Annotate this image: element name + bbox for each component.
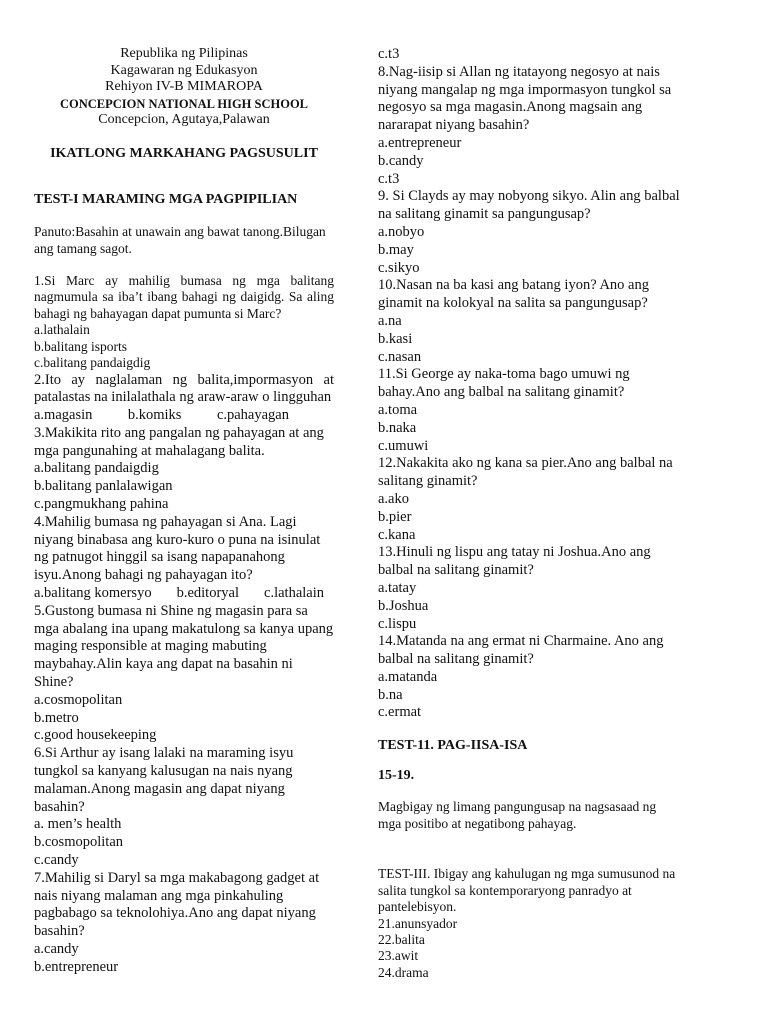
- question-14: [378, 633, 680, 722]
- option-c[interactable]: c.lispu: [378, 615, 417, 632]
- right-column: [378, 46, 680, 981]
- question-4: [34, 514, 334, 603]
- test3-item-21: 21.anunsyador: [378, 915, 458, 931]
- option-a[interactable]: a.entrepreneur: [378, 134, 462, 151]
- question-text: 2.Ito ay naglalaman ng balita,impormasyon at patalastas na inilalathala ng araw-araw o lingguhan: [34, 371, 334, 406]
- header-school: CONCEPCION NATIONAL HIGH SCHOOL: [59, 96, 309, 111]
- option-a[interactable]: a.balitang pandaigdig: [34, 460, 159, 477]
- option-c[interactable]: c.sikyo: [378, 259, 420, 276]
- option-a[interactable]: a.tatay: [378, 579, 417, 596]
- left-column: [34, 46, 334, 977]
- question-text: 9. Si Clayds ay may nobyong sikyo. Alin ang balbal na salitang ginamit sa pangungusap?: [378, 188, 680, 223]
- question-11: [378, 366, 680, 455]
- option-a[interactable]: a.balitang komersyo: [34, 585, 152, 602]
- header-republic: Republika ng Pilipinas: [120, 46, 248, 61]
- option-c[interactable]: c.umuwi: [378, 437, 429, 454]
- test3-instruction: TEST-III. Ibigay ang kahulugan ng mga sumusunod na salita tungkol sa kontemporaryong panradyo at pantelebisyon.: [378, 866, 676, 915]
- option-a[interactable]: a. men’s health: [34, 816, 122, 833]
- options-row: [34, 585, 324, 603]
- option-c[interactable]: c.pahayagan: [216, 407, 289, 424]
- test3-section: [378, 866, 680, 981]
- question-text: 8.Nag-iisip si Allan ng itatayong negosyo at nais niyang mangalap ng mga impormasyon tungkol sa negosyo sa mga magasin.Anong magsain ang nararapat niyang basahin?: [378, 63, 672, 134]
- test2-range: 15-19.: [378, 768, 415, 784]
- option-b[interactable]: b.editoryal: [176, 585, 240, 602]
- question-9: [378, 188, 680, 277]
- question-text: 11.Si George ay naka-toma bago umuwi ng bahay.Ano ang balbal na salitang ginamit?: [378, 366, 630, 401]
- question-text: 10.Nasan na ba kasi ang batang iyon? Ano ang ginamit na kolokyal na salita sa pangungusap?: [378, 277, 649, 312]
- question-text: 7.Mahilig si Daryl sa mga makabagong gadget at nais niyang malaman ang mga pinkahuling pagbabago sa teknolohiya.Ano ang dapat niyang basahin?: [34, 869, 320, 940]
- option-b[interactable]: b.cosmopolitan: [34, 834, 124, 851]
- options-row: [34, 407, 289, 425]
- header-department: Kagawaran ng Edukasyon: [110, 62, 258, 78]
- option-c[interactable]: c.nasan: [378, 348, 422, 365]
- option-b[interactable]: b.candy: [378, 152, 424, 169]
- option-b[interactable]: b.balitang isports: [34, 338, 127, 354]
- header-region: Rehiyon IV-B MIMAROPA: [105, 79, 263, 94]
- option-a[interactable]: a.matanda: [378, 668, 438, 685]
- option-b[interactable]: b.naka: [378, 419, 417, 436]
- question-8: [378, 64, 680, 189]
- question-text: 14.Matanda na ang ermat ni Charmaine. Ano ang balbal na salitang ginamit?: [378, 633, 664, 668]
- option-a[interactable]: a.ako: [378, 490, 409, 507]
- option-a[interactable]: a.toma: [378, 401, 418, 418]
- test1-instruction: Panuto:Basahin at unawain ang bawat tanong.Bilugan ang tamang sagot.: [34, 223, 326, 256]
- test3-item-22: 22.balita: [378, 932, 425, 948]
- option-c[interactable]: c.good housekeeping: [34, 727, 157, 744]
- question-6: [34, 745, 334, 870]
- test3-item-24: 24.drama: [378, 964, 429, 980]
- option-a[interactable]: a.na: [378, 312, 402, 329]
- question-text: 1.Si Marc ay mahilig bumasa ng mga balitang nagmumula sa iba’t ibang bahagi ng daigidg. Sa aling bahagi ng bahayagan dapat pumunta si Marc?: [34, 272, 334, 321]
- option-b[interactable]: b.Joshua: [378, 597, 429, 614]
- question-12: [378, 455, 680, 544]
- option-c[interactable]: c.candy: [34, 852, 79, 869]
- option-a[interactable]: a.cosmopolitan: [34, 691, 123, 708]
- test3-item-23: 23.awit: [378, 948, 419, 964]
- question-5: [34, 603, 334, 745]
- test2-title: TEST-11. PAG-IISA-ISA: [378, 738, 528, 754]
- question-text: 3.Makikita rito ang pangalan ng pahayagan at ang mga pangunahing at mahalagang balita.: [34, 424, 324, 459]
- option-c[interactable]: c.t3: [378, 46, 400, 62]
- question-1: [34, 273, 334, 372]
- option-a[interactable]: a.candy: [34, 941, 79, 957]
- question-3: [34, 425, 334, 514]
- option-b[interactable]: b.komiks: [127, 407, 182, 424]
- document-header: [34, 46, 334, 129]
- option-b[interactable]: b.may: [378, 241, 414, 258]
- option-c[interactable]: c.pangmukhang pahina: [34, 496, 169, 513]
- question-text: 5.Gustong bumasa ni Shine ng magasin para sa mga abalang ina upang makatulong sa kanya upang maging responsible at maging mabuting maybahay.Alin kaya ang dapat na basahin ni Shine?: [34, 602, 334, 691]
- option-a[interactable]: a.lathalain: [34, 322, 90, 337]
- option-a[interactable]: a.magasin: [34, 407, 93, 424]
- question-7: [34, 870, 334, 977]
- option-c[interactable]: c.ermat: [378, 704, 422, 721]
- option-c[interactable]: c.kana: [378, 526, 416, 543]
- question-10: [378, 277, 680, 366]
- question-text: 12.Nakakita ako ng kana sa pier.Ano ang balbal na salitang ginamit?: [378, 455, 673, 490]
- option-a[interactable]: a.nobyo: [378, 223, 425, 240]
- option-c[interactable]: c.balitang pandaigdig: [34, 355, 151, 370]
- option-b[interactable]: b.kasi: [378, 330, 413, 347]
- question-7-continued: [378, 46, 680, 64]
- option-c[interactable]: c.t3: [378, 170, 400, 187]
- question-text: 13.Hinuli ng lispu ang tatay ni Joshua.Ano ang balbal na salitang ginamit?: [378, 544, 651, 579]
- question-2: [34, 372, 334, 425]
- question-13: [378, 544, 680, 633]
- exam-title: IKATLONG MARKAHANG PAGSUSULIT: [50, 145, 318, 161]
- test1-title: TEST-I MARAMING MGA PAGPIPILIAN: [34, 191, 298, 207]
- option-b[interactable]: b.pier: [378, 508, 412, 525]
- question-text: 4.Mahilig bumasa ng pahayagan si Ana. Lagi niyang binabasa ang kuro-kuro o puna na isinulat ng patnugot hinggil sa isang napapanahong isyu.Anong bahagi ng pahayagan ito?: [34, 513, 321, 584]
- header-address: Concepcion, Agutaya,Palawan: [98, 112, 270, 127]
- option-b[interactable]: b.na: [378, 686, 403, 703]
- question-text: 6.Si Arthur ay isang lalaki na maraming isyu tungkol sa kanyang kalusugan na nais nyang malaman.Anong magasin ang dapat niyang basahin?: [34, 745, 294, 815]
- option-b[interactable]: b.entrepreneur: [34, 958, 119, 975]
- test2-instruction: Magbigay ng limang pangungusap na nagsasaad ng mga positibo at negatibong pahayag.: [378, 799, 657, 832]
- option-c[interactable]: c.lathalain: [264, 585, 324, 602]
- option-b[interactable]: b.metro: [34, 709, 79, 726]
- option-b[interactable]: b.balitang panlalawigan: [34, 478, 173, 495]
